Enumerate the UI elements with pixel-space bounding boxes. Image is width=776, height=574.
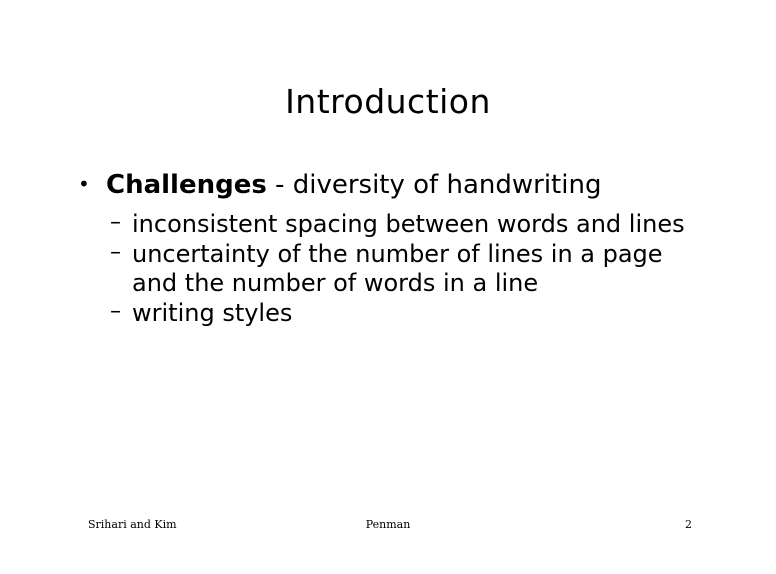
dash-marker-icon: –	[110, 239, 121, 265]
page-title: Introduction	[285, 82, 491, 121]
bullet-level1-strong: Challenges	[106, 170, 267, 200]
bullet-level1-rest: - diversity of handwriting	[266, 170, 602, 200]
bullet-level1-text	[106, 170, 698, 200]
list-item-label: inconsistent spacing between words and lines	[132, 210, 685, 239]
footer-page-number: 2	[685, 518, 692, 531]
list-item-label: uncertainty of the number of lines in a page and the number of words in a line	[132, 239, 663, 297]
slide-body	[78, 170, 698, 328]
list-item	[110, 299, 698, 328]
footer-authors: Srihari and Kim	[88, 518, 177, 531]
bullet-marker-icon: •	[78, 172, 90, 196]
bullet-level1	[78, 170, 698, 200]
list-item	[110, 240, 698, 298]
list-item	[110, 210, 698, 239]
dash-marker-icon: –	[110, 210, 121, 236]
slide-footer	[0, 518, 776, 536]
dash-marker-icon: –	[110, 298, 121, 324]
footer-project: Penman	[365, 518, 411, 531]
sub-bullet-list	[110, 210, 698, 327]
list-item-label: writing styles	[132, 298, 293, 327]
